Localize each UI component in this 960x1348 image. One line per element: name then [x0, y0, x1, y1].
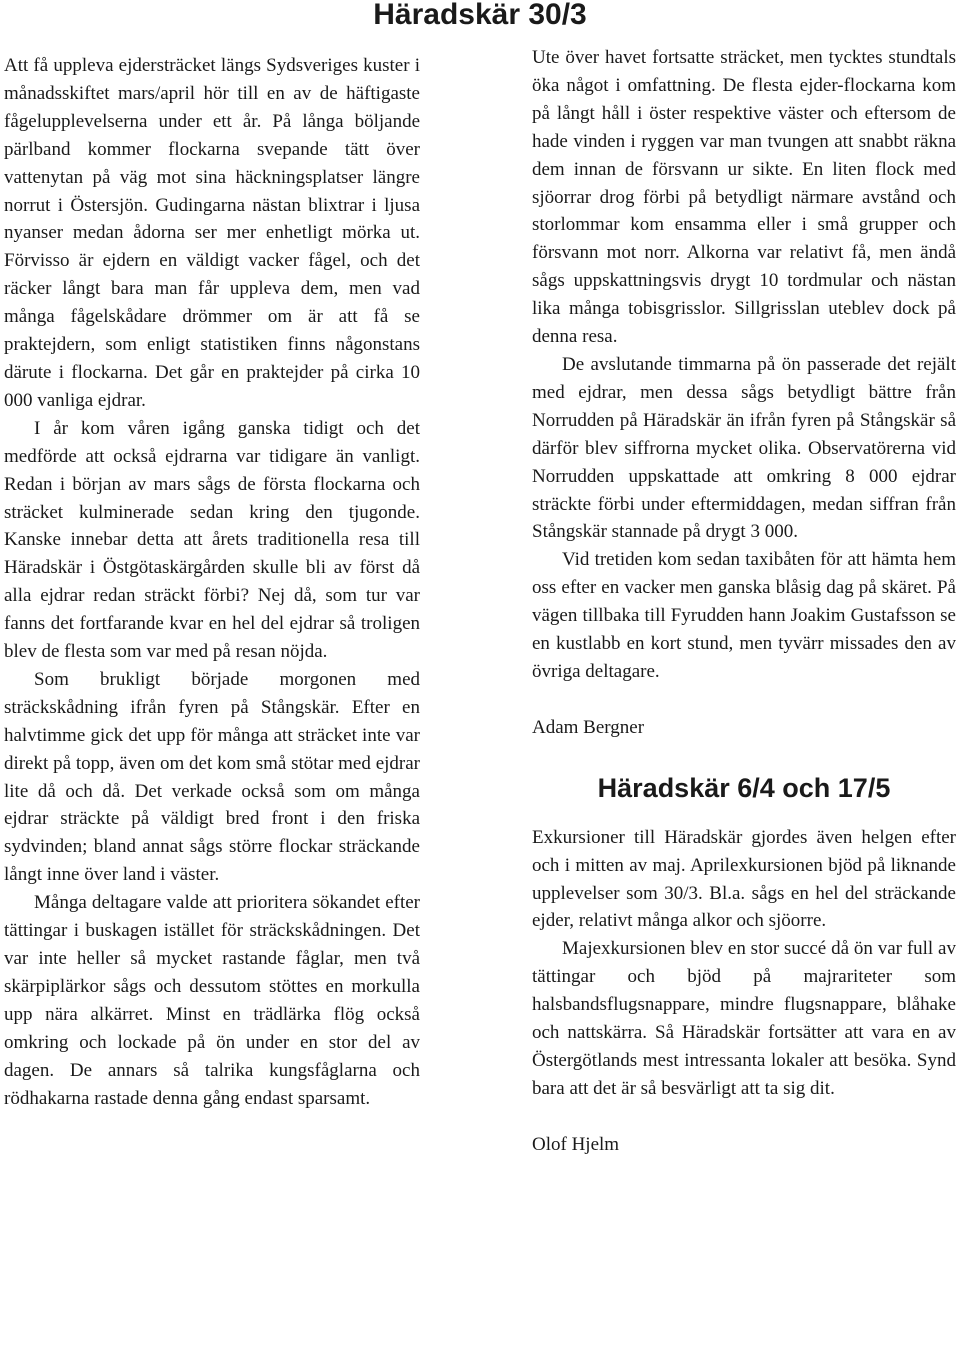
article-paragraph: Som brukligt började morgonen med sträckskådning ifrån fyren på Stångskär. Efter en halvtimme gick det upp för många att sträcket inte var direkt på topp, även om det kom små stötar med ejdrar lite då och då. Det verkade också som om många ejdrar sträckte på väldigt bred front i den friska sydvinden; bland annat sågs större flockar sträckande långt inne över land i väster.	[4, 668, 420, 886]
article-right-column	[532, 44, 956, 1159]
article-paragraph: Vid tretiden kom sedan taxibåten för att hämta hem oss efter en vacker men ganska blåsig dag på skäret. På vägen tillbaka till Fyrudden hann Joakim Gustafsson se en kustlabb en kort stund, men tyvärr missades den av övriga deltagare.	[532, 549, 956, 682]
author-signature: Adam Bergner	[532, 716, 645, 738]
article-paragraph: De avslutande timmarna på ön passerade det rejält med ejdrar, men dessa sågs betydligt bättre från Norrudden på Häradskär än ifrån fyren på Stångskär så därför blev siffrorna mycket olika. Observatörerna vid Norrudden uppskattade att omkring 8 000 ejdrar sträckte förbi under eftermiddagen, medan siffran från Stångskär stannade på drygt 3 000.	[532, 353, 956, 543]
article-paragraph: Majexkursionen blev en stor succé då ön var full av tättingar och bjöd på majrariteter som halsbandsflugsnappare, mindre flugsnappare, blåhake och nattskärra. Så Häradskär fortsätter att vara en av Östergötlands mest intressanta lokaler att besöka. Synd bara att det är så besvärligt att ta sig dit.	[532, 938, 956, 1099]
article-left-column	[4, 52, 420, 1112]
author-signature: Olof Hjelm	[532, 1133, 620, 1155]
article-paragraph: Ute över havet fortsatte sträcket, men tycktes stundtals öka något i omfattning. De flesta ejder-flockarna kom på långt håll i öster respektive väster och eftersom de hade vinden i ryggen var man tvungen att snabbt räkna dem innan de försvann ur sikte. En liten flock med sjöorrar drog förbi på betydligt närmare avstånd och storlommar kom ensamma eller i små grupper och försvann mot norr. Alkorna var relativt få, men ändå sågs uppskattningsvis drygt 10 tordmular och nästan lika många tobisgrisslor. Sillgrisslan uteblev dock på denna resa.	[532, 47, 956, 348]
page-title: Häradskär 30/3	[373, 0, 587, 31]
article-paragraph: Exkursioner till Häradskär gjordes även helgen efter och i mitten av maj. Aprilexkursionen bjöd på liknande upplevelser som 30/3. Bl.a. sågs en hel del sträckande ejder, relativt många alkor och sjöorre.	[532, 826, 956, 932]
article-paragraph: I år kom våren igång ganska tidigt och det medförde att också ejdrarna var tidigare än vanligt. Redan i början av mars sågs de första flockarna och sträcket kulminerade sedan kring den tjugonde. Kanske innebar detta att årets traditionella resa till Häradskär i Östgötaskärgården skulle bli av först då alla ejdrar redan sträckt förbi? Nej då, som tur var fanns det fortfarande kvar en hel del ejdrar så troligen blev de flesta som var med på resan nöjda.	[4, 417, 420, 663]
article-paragraph: Många deltagare valde att prioritera sökandet efter tättingar i buskagen istället för sträckskådningen. Det var inte heller så mycket rastande fåglar, men två skärpiplärkor sågs och dessutom stöttes en morkulla upp nära alkärret. Minst en trädlärka flög också omkring och lockade på ön under en stor del av dagen. De annars så talrika kungsfåglarna och rödhakarna rastade denna gång endast sparsamt.	[4, 892, 420, 1109]
article-paragraph: Att få uppleva ejdersträcket längs Sydsveriges kuster i månadsskiftet mars/april hör till en av de häftigaste fågelupplevelserna under ett år. På långa böljande pärlband kommer flockarna svepande tätt över vattenytan på väg mot sina häckningsplatser längre norrut i Östersjön. Gudingarna nästan blixtrar i ljusa nyanser medan ådorna ser mer enhetligt mörka ut. Förvisso är ejdern en väldigt vacker fågel, och det räcker långt bara man får uppleva dem, men vad många fågelskådare drömmer om är att få se praktejdern, som enligt statistiken finns någonstans därute i flockarna. Det går en praktejder på cirka 10 000 vanliga ejdrar.	[4, 55, 420, 411]
section-title: Häradskär 6/4 och 17/5	[597, 772, 891, 803]
